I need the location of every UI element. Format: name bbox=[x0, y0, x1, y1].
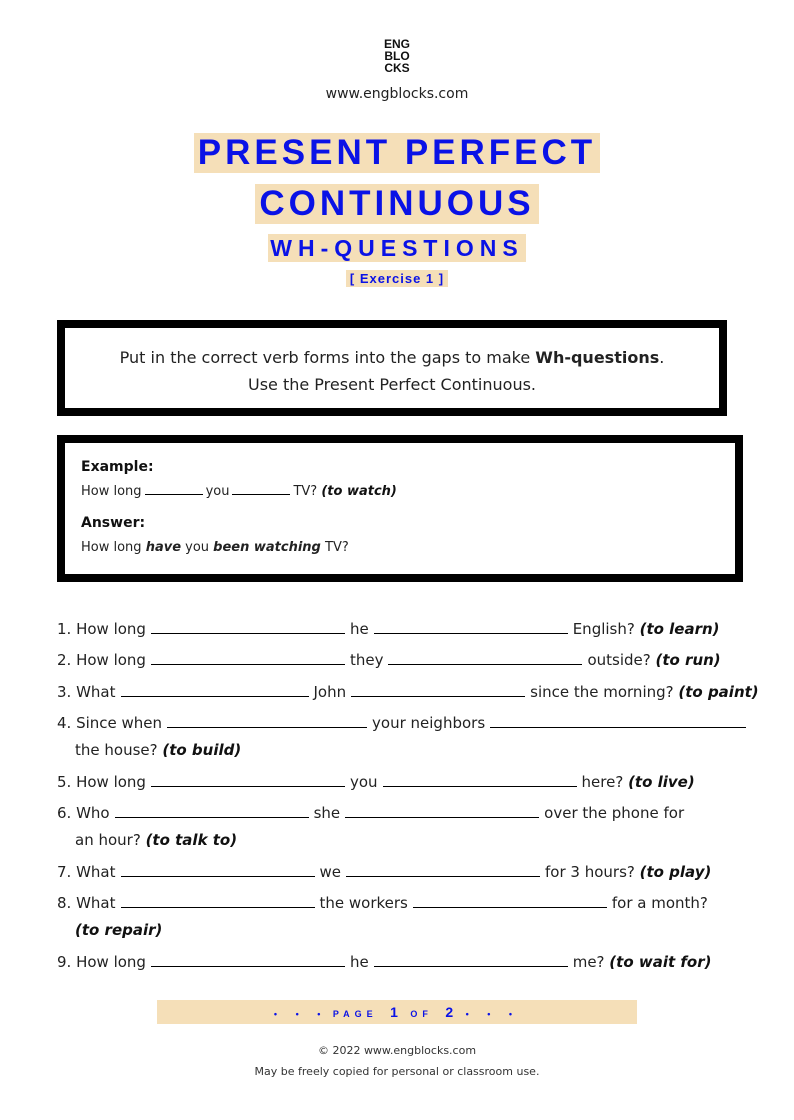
subtitle-wrap bbox=[0, 234, 794, 262]
page-title-line-2: CONTINUOUS bbox=[255, 184, 538, 224]
answer-label: Answer: bbox=[81, 515, 146, 531]
answer-blank[interactable] bbox=[151, 785, 345, 787]
answer-text: you bbox=[181, 540, 214, 555]
of-word: OF bbox=[410, 1009, 433, 1019]
question-text: over the phone for bbox=[544, 804, 685, 822]
question-text: 6. Who bbox=[57, 804, 110, 822]
answer-blank[interactable] bbox=[115, 816, 309, 818]
verb-hint: (to talk to) bbox=[145, 831, 238, 849]
question-text: 8. What bbox=[57, 894, 116, 912]
verb-hint: (to wait for) bbox=[609, 953, 712, 971]
site-url: www.engblocks.com bbox=[325, 86, 469, 102]
dots-right: • • • bbox=[465, 1009, 521, 1019]
question-text: he bbox=[349, 620, 369, 638]
question-text: the house? bbox=[75, 741, 158, 759]
example-text: TV? bbox=[293, 484, 318, 499]
question-text: John bbox=[313, 683, 347, 701]
question-4 bbox=[57, 714, 751, 732]
copyright: © 2022 www.engblocks.com bbox=[317, 1044, 477, 1057]
question-text: 4. Since when bbox=[57, 714, 163, 732]
question-5 bbox=[57, 773, 695, 791]
verb-hint: (to repair) bbox=[75, 921, 163, 939]
instructions-text: Put in the correct verb forms into the gaps to make bbox=[119, 348, 536, 367]
title-line-1-wrap bbox=[0, 133, 794, 173]
verb-hint: (to learn) bbox=[639, 620, 720, 638]
example-label: Example: bbox=[81, 459, 154, 475]
page-indicator bbox=[157, 1000, 637, 1024]
page-word: PAGE bbox=[332, 1009, 378, 1019]
question-text: he bbox=[349, 953, 369, 971]
answer-sentence bbox=[81, 540, 397, 555]
page-title-line-1: PRESENT PERFECT bbox=[194, 133, 600, 173]
instructions-box bbox=[57, 320, 727, 416]
question-text: 7. What bbox=[57, 863, 116, 881]
question-9 bbox=[57, 953, 711, 971]
engblocks-logo bbox=[0, 38, 794, 74]
question-text: an hour? bbox=[75, 831, 141, 849]
question-text: for a month? bbox=[611, 894, 708, 912]
instructions-line-1 bbox=[65, 344, 719, 371]
question-6 bbox=[57, 804, 684, 822]
question-text: 1. How long bbox=[57, 620, 146, 638]
current-page: 1 bbox=[390, 1004, 398, 1020]
answer-blank[interactable] bbox=[167, 726, 367, 728]
question-2 bbox=[57, 651, 721, 669]
verb-hint: (to paint) bbox=[678, 683, 759, 701]
logo-line: BLO bbox=[384, 49, 410, 63]
example-blank bbox=[145, 494, 203, 495]
usage-note: May be freely copied for personal or classroom use. bbox=[254, 1065, 540, 1078]
instructions-period: . bbox=[659, 348, 665, 367]
question-text: since the morning? bbox=[530, 683, 674, 701]
question-8-continued bbox=[75, 921, 162, 939]
page-subtitle: WH-QUESTIONS bbox=[270, 235, 524, 261]
answer-text: TV? bbox=[320, 540, 349, 555]
dots-left: • • • bbox=[273, 1009, 329, 1019]
question-text: 5. How long bbox=[57, 773, 146, 791]
logo-line: ENG bbox=[383, 37, 410, 51]
example-text: you bbox=[205, 484, 230, 499]
answer-blank[interactable] bbox=[121, 695, 309, 697]
example-box bbox=[57, 435, 743, 582]
question-text: we bbox=[319, 863, 341, 881]
exercise-label: [ Exercise 1 ] bbox=[346, 270, 448, 287]
question-text: outside? bbox=[587, 651, 651, 669]
answer-blank[interactable] bbox=[383, 785, 577, 787]
question-text: me? bbox=[572, 953, 605, 971]
question-7 bbox=[57, 863, 711, 881]
answer-blank[interactable] bbox=[374, 632, 568, 634]
answer-bold: have bbox=[145, 540, 182, 555]
answer-blank[interactable] bbox=[151, 965, 345, 967]
title-line-2-wrap bbox=[0, 184, 794, 224]
question-text: 3. What bbox=[57, 683, 116, 701]
instructions-line-2: Use the Present Perfect Continuous. bbox=[247, 375, 537, 394]
answer-blank[interactable] bbox=[121, 906, 315, 908]
answer-blank[interactable] bbox=[151, 632, 345, 634]
question-8 bbox=[57, 894, 708, 912]
question-text: for 3 hours? bbox=[545, 863, 635, 881]
answer-bold: been watching bbox=[213, 540, 321, 555]
answer-blank[interactable] bbox=[121, 875, 315, 877]
instructions-bold: Wh-questions bbox=[535, 348, 660, 367]
question-4-continued bbox=[75, 741, 241, 759]
total-pages: 2 bbox=[445, 1004, 454, 1020]
verb-hint: (to build) bbox=[162, 741, 242, 759]
question-text: you bbox=[349, 773, 378, 791]
question-text: here? bbox=[581, 773, 624, 791]
answer-blank[interactable] bbox=[346, 875, 540, 877]
question-text: the workers bbox=[319, 894, 408, 912]
answer-blank[interactable] bbox=[345, 816, 539, 818]
question-6-continued bbox=[75, 831, 237, 849]
verb-hint: (to run) bbox=[655, 651, 721, 669]
question-text: English? bbox=[572, 620, 635, 638]
example-blank bbox=[232, 494, 290, 495]
question-1 bbox=[57, 620, 720, 638]
example-content bbox=[81, 459, 397, 571]
question-text: your neighbors bbox=[372, 714, 486, 732]
example-text: How long bbox=[81, 484, 142, 499]
answer-blank[interactable] bbox=[351, 695, 525, 697]
question-text: 2. How long bbox=[57, 651, 146, 669]
exercise-wrap bbox=[0, 268, 794, 287]
question-text: they bbox=[349, 651, 384, 669]
question-3 bbox=[57, 683, 759, 701]
question-text: 9. How long bbox=[57, 953, 146, 971]
verb-hint: (to play) bbox=[639, 863, 712, 881]
question-text: she bbox=[313, 804, 341, 822]
answer-blank[interactable] bbox=[413, 906, 607, 908]
answer-blank[interactable] bbox=[151, 663, 345, 665]
verb-hint: (to live) bbox=[628, 773, 695, 791]
answer-blank[interactable] bbox=[388, 663, 582, 665]
answer-blank[interactable] bbox=[374, 965, 568, 967]
example-sentence bbox=[81, 484, 397, 499]
answer-text: How long bbox=[81, 540, 146, 555]
answer-blank[interactable] bbox=[490, 726, 746, 728]
logo-line: CKS bbox=[384, 61, 410, 75]
example-hint: (to watch) bbox=[321, 484, 397, 499]
